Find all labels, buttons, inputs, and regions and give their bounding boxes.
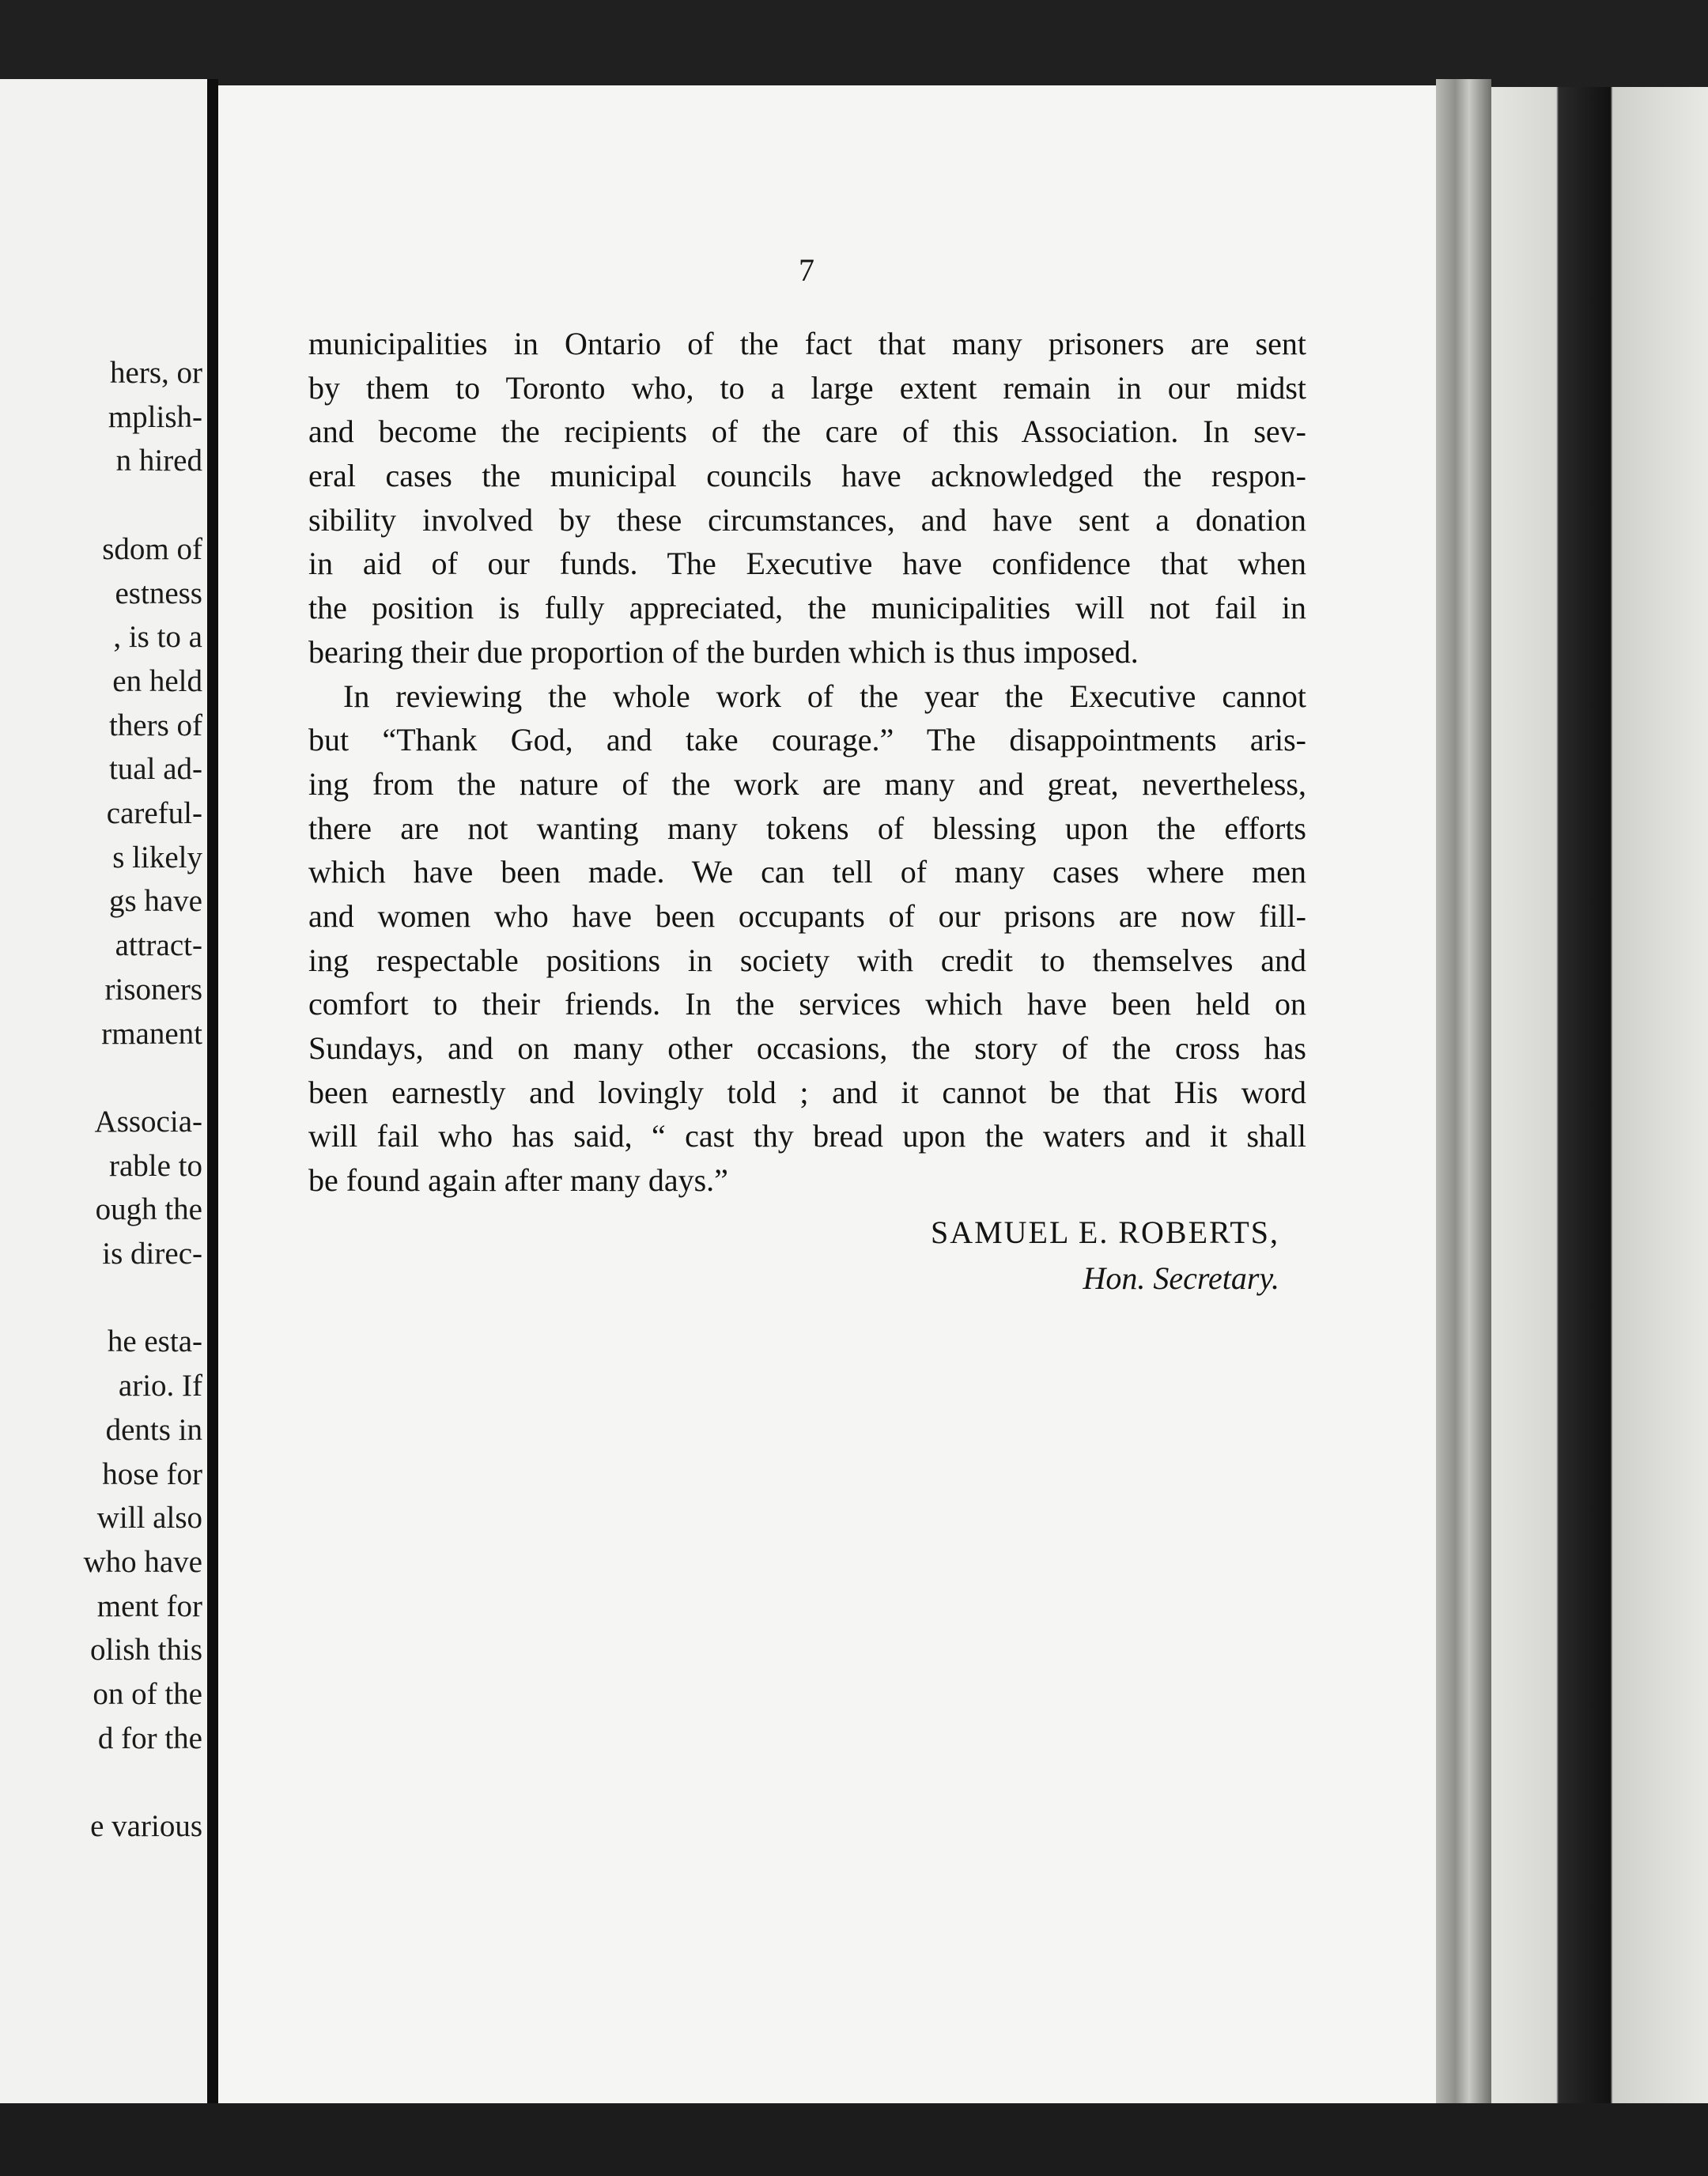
- facing-page-line: sdom of: [102, 531, 202, 566]
- facing-page-line: attract-: [115, 928, 202, 963]
- text-line: municipalities in Ontario of the fact that many prisoners are sent: [308, 326, 1306, 361]
- text-line: sibility involved by these circumstances, and have sent a donation: [308, 501, 1306, 538]
- signature-block: [931, 1210, 1279, 1301]
- facing-page-line: ough the: [95, 1192, 202, 1227]
- facing-page-line: [83, 1056, 202, 1100]
- signatory-name: SAMUEL E. ROBERTS,: [930, 1215, 1279, 1250]
- facing-page-line: hose for: [102, 1456, 202, 1491]
- facing-page-line: rable to: [108, 1148, 202, 1183]
- facing-page-line: ario. If: [118, 1369, 202, 1403]
- facing-page-line: e various: [90, 1809, 202, 1844]
- facing-page-line: careful-: [106, 796, 202, 831]
- facing-page-line: hers, or: [110, 356, 202, 390]
- facing-page-line: will also: [96, 1501, 202, 1536]
- facing-page-line: thers of: [108, 708, 202, 742]
- facing-page-line: is direc-: [102, 1237, 202, 1271]
- text-line: been earnestly and lovingly told ; and it cannot be that His word: [308, 1074, 1306, 1110]
- text-line: and women who have been occupants of our prisons are now fill-: [308, 897, 1306, 934]
- facing-page-line: on of the: [93, 1677, 202, 1712]
- text-line: by them to Toronto who, to a large extent remain in our midst: [308, 369, 1306, 406]
- facing-page-line: tual ad-: [108, 752, 202, 787]
- facing-page-line: he esta-: [107, 1324, 202, 1359]
- facing-page-line: [83, 1760, 202, 1804]
- page-number: 7: [799, 252, 814, 288]
- text-line: which have been made. We can tell of many cases where men: [308, 854, 1306, 890]
- text-line: be found again after many days.”: [308, 1162, 728, 1199]
- facing-page-line: mplish-: [108, 399, 202, 434]
- facing-page-line: [83, 1276, 202, 1320]
- facing-page-line: estness: [115, 576, 202, 610]
- facing-page-line: n hired: [115, 444, 202, 478]
- book-cover-right: [1491, 87, 1708, 2103]
- facing-page-text: [83, 351, 202, 1849]
- text-line: bearing their due proportion of the burden which is thus imposed.: [308, 633, 1139, 670]
- scan-background-top: [0, 0, 1708, 87]
- book-gutter: [207, 79, 218, 2103]
- facing-page-line: risoners: [104, 972, 202, 1007]
- facing-page-line: who have: [83, 1544, 202, 1579]
- text-line: eral cases the municipal councils have acknowledged the respon-: [308, 458, 1306, 494]
- facing-page-line: ment for: [96, 1589, 202, 1623]
- text-line: In reviewing the whole work of the year the Executive cannot: [343, 678, 1306, 714]
- signatory-title: Hon. Secretary.: [1083, 1260, 1279, 1296]
- text-line: Sundays, and on many other occasions, the story of the cross has: [308, 1030, 1306, 1066]
- body-text: [308, 322, 1306, 1203]
- facing-page-left: [0, 79, 207, 2103]
- facing-page-line: Associa-: [94, 1104, 202, 1139]
- text-line: in aid of our funds. The Executive have confidence that when: [308, 546, 1306, 582]
- facing-page-line: s likely: [112, 840, 202, 875]
- facing-page-line: dents in: [105, 1412, 202, 1447]
- facing-page-line: , is to a: [113, 620, 202, 655]
- text-line: will fail who has said, “ cast thy bread upon the waters and it shall: [308, 1118, 1306, 1154]
- facing-page-line: d for the: [97, 1721, 202, 1755]
- facing-page-line: rmanent: [101, 1016, 202, 1051]
- facing-page-line: [83, 483, 202, 527]
- text-line: ing respectable positions in society with credit to themselves and: [308, 942, 1306, 978]
- text-line: there are not wanting many tokens of blessing upon the efforts: [308, 810, 1306, 846]
- text-line: but “Thank God, and take courage.” The disappointments aris-: [308, 722, 1306, 758]
- facing-page-line: en held: [112, 663, 202, 698]
- text-line: comfort to their friends. In the services which have been held on: [308, 986, 1306, 1022]
- text-line: ing from the nature of the work are many and great, nevertheless,: [308, 765, 1306, 802]
- text-line: the position is fully appreciated, the municipalities will not fail in: [308, 590, 1306, 626]
- text-line: and become the recipients of the care of this Association. In sev-: [308, 414, 1306, 450]
- scan-background-bottom: [0, 2103, 1708, 2176]
- facing-page-line: olish this: [90, 1633, 202, 1668]
- facing-page-line: gs have: [108, 884, 202, 919]
- page-edges: [1436, 79, 1491, 2103]
